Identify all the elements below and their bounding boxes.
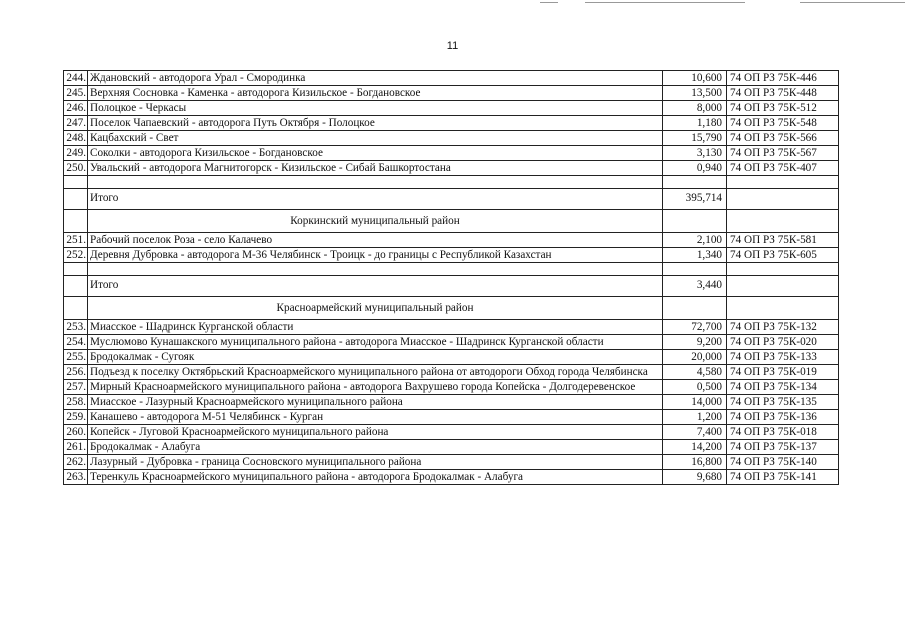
table-row (64, 101, 839, 116)
row-number: 258. (64, 395, 88, 410)
total-code-empty (727, 276, 839, 297)
road-code: 74 ОП РЗ 75К-019 (727, 365, 839, 380)
road-length: 1,340 (663, 248, 727, 263)
spacer-cell (727, 263, 839, 276)
total-code-empty (727, 189, 839, 210)
road-length: 4,580 (663, 365, 727, 380)
table-row (64, 440, 839, 455)
road-name: Миасское - Шадринск Курганской области (88, 320, 663, 335)
road-code: 74 ОП РЗ 75К-140 (727, 455, 839, 470)
road-code: 74 ОП РЗ 75К-132 (727, 320, 839, 335)
section-header-row (64, 297, 839, 320)
roads-table-body (64, 71, 839, 485)
road-length: 1,180 (663, 116, 727, 131)
road-name: Кацбахский - Свет (88, 131, 663, 146)
spacer-cell (88, 263, 663, 276)
row-number: 252. (64, 248, 88, 263)
row-number-empty (64, 189, 88, 210)
table-row (64, 233, 839, 248)
road-name: Бродокалмак - Сугояк (88, 350, 663, 365)
road-name: Верхняя Сосновка - Каменка - автодорога Кизильское - Богдановское (88, 86, 663, 101)
table-row (64, 350, 839, 365)
road-code: 74 ОП РЗ 75К-018 (727, 425, 839, 440)
table-row (64, 86, 839, 101)
row-number: 251. (64, 233, 88, 248)
road-code: 74 ОП РЗ 75К-136 (727, 410, 839, 425)
spacer-cell (64, 263, 88, 276)
spacer-row (64, 263, 839, 276)
table-row (64, 425, 839, 440)
table-row (64, 161, 839, 176)
table-row (64, 116, 839, 131)
table-row (64, 71, 839, 86)
total-length: 395,714 (663, 189, 727, 210)
road-name: Ждановский - автодорога Урал - Смородинка (88, 71, 663, 86)
scan-line-2 (585, 2, 745, 3)
road-length: 16,800 (663, 455, 727, 470)
total-label: Итого (88, 276, 663, 297)
table-row (64, 131, 839, 146)
road-length: 9,680 (663, 470, 727, 485)
road-name: Увальский - автодорога Магнитогорск - Кизильское - Сибай Башкортостана (88, 161, 663, 176)
row-number: 261. (64, 440, 88, 455)
road-length: 8,000 (663, 101, 727, 116)
road-code: 74 ОП РЗ 75К-135 (727, 395, 839, 410)
table-row (64, 380, 839, 395)
row-number: 249. (64, 146, 88, 161)
road-name: Полоцкое - Черкасы (88, 101, 663, 116)
road-code: 74 ОП РЗ 75К-566 (727, 131, 839, 146)
row-number: 255. (64, 350, 88, 365)
road-code: 74 ОП РЗ 75К-567 (727, 146, 839, 161)
road-code: 74 ОП РЗ 75К-133 (727, 350, 839, 365)
row-number: 262. (64, 455, 88, 470)
table-row (64, 410, 839, 425)
road-code: 74 ОП РЗ 75К-134 (727, 380, 839, 395)
row-number: 244. (64, 71, 88, 86)
total-row (64, 189, 839, 210)
road-name: Поселок Чапаевский - автодорога Путь Октября - Полоцкое (88, 116, 663, 131)
road-name: Соколки - автодорога Кизильское - Богдановское (88, 146, 663, 161)
road-name: Бродокалмак - Алабуга (88, 440, 663, 455)
road-length: 0,500 (663, 380, 727, 395)
row-number: 260. (64, 425, 88, 440)
road-code: 74 ОП РЗ 75К-020 (727, 335, 839, 350)
road-name: Подъезд к поселку Октябрьский Красноармейского муниципального района от автодороги Обход города Челябинска (88, 365, 663, 380)
road-name: Муслюмово Кунашакского муниципального района - автодорога Миасское - Шадринск Курганской области (88, 335, 663, 350)
row-number: 245. (64, 86, 88, 101)
road-length: 15,790 (663, 131, 727, 146)
roads-table (63, 70, 839, 485)
table-row (64, 470, 839, 485)
road-code: 74 ОП РЗ 75К-141 (727, 470, 839, 485)
road-length: 0,940 (663, 161, 727, 176)
spacer-cell (88, 176, 663, 189)
road-length: 7,400 (663, 425, 727, 440)
row-number: 256. (64, 365, 88, 380)
road-length: 2,100 (663, 233, 727, 248)
table-row (64, 455, 839, 470)
row-number: 248. (64, 131, 88, 146)
road-name: Рабочий поселок Роза - село Калачево (88, 233, 663, 248)
road-name: Теренкуль Красноармейского муниципального района - автодорога Бродокалмак - Алабуга (88, 470, 663, 485)
road-length: 20,000 (663, 350, 727, 365)
road-length: 1,200 (663, 410, 727, 425)
row-number: 250. (64, 161, 88, 176)
section-title: Коркинский муниципальный район (88, 210, 663, 233)
road-name: Канашево - автодорога М-51 Челябинск - Курган (88, 410, 663, 425)
table-row (64, 365, 839, 380)
table-row (64, 320, 839, 335)
road-length: 13,500 (663, 86, 727, 101)
road-code: 74 ОП РЗ 75К-512 (727, 101, 839, 116)
length-empty (663, 297, 727, 320)
row-number: 259. (64, 410, 88, 425)
row-number: 257. (64, 380, 88, 395)
road-length: 14,200 (663, 440, 727, 455)
table-row (64, 248, 839, 263)
road-code: 74 ОП РЗ 75К-446 (727, 71, 839, 86)
road-length: 9,200 (663, 335, 727, 350)
page-number: 11 (446, 40, 459, 52)
scan-line-1 (540, 2, 558, 3)
road-length: 72,700 (663, 320, 727, 335)
road-length: 10,600 (663, 71, 727, 86)
spacer-cell (663, 263, 727, 276)
row-number: 254. (64, 335, 88, 350)
spacer-cell (64, 176, 88, 189)
road-code: 74 ОП РЗ 75К-407 (727, 161, 839, 176)
road-code: 74 ОП РЗ 75К-605 (727, 248, 839, 263)
road-length: 3,130 (663, 146, 727, 161)
road-code: 74 ОП РЗ 75К-548 (727, 116, 839, 131)
row-number: 263. (64, 470, 88, 485)
spacer-cell (727, 176, 839, 189)
total-row (64, 276, 839, 297)
row-number-empty (64, 297, 88, 320)
code-empty (727, 210, 839, 233)
row-number: 253. (64, 320, 88, 335)
road-name: Мирный Красноармейского муниципального района - автодорога Вахрушево города Копейска - Долгодеревенское (88, 380, 663, 395)
road-length: 14,000 (663, 395, 727, 410)
length-empty (663, 210, 727, 233)
table-row (64, 395, 839, 410)
row-number: 247. (64, 116, 88, 131)
table-row (64, 335, 839, 350)
spacer-cell (663, 176, 727, 189)
row-number: 246. (64, 101, 88, 116)
total-length: 3,440 (663, 276, 727, 297)
section-header-row (64, 210, 839, 233)
table-row (64, 146, 839, 161)
road-name: Копейск - Луговой Красноармейского муниципального района (88, 425, 663, 440)
road-code: 74 ОП РЗ 75К-448 (727, 86, 839, 101)
row-number-empty (64, 276, 88, 297)
road-name: Миасское - Лазурный Красноармейского муниципального района (88, 395, 663, 410)
total-label: Итого (88, 189, 663, 210)
row-number-empty (64, 210, 88, 233)
section-title: Красноармейский муниципальный район (88, 297, 663, 320)
road-code: 74 ОП РЗ 75К-581 (727, 233, 839, 248)
road-name: Деревня Дубровка - автодорога М-36 Челябинск - Троицк - до границы с Республикой Казахстан (88, 248, 663, 263)
scan-line-3 (800, 2, 905, 3)
road-name: Лазурный - Дубровка - граница Сосновского муниципального района (88, 455, 663, 470)
road-code: 74 ОП РЗ 75К-137 (727, 440, 839, 455)
code-empty (727, 297, 839, 320)
spacer-row (64, 176, 839, 189)
